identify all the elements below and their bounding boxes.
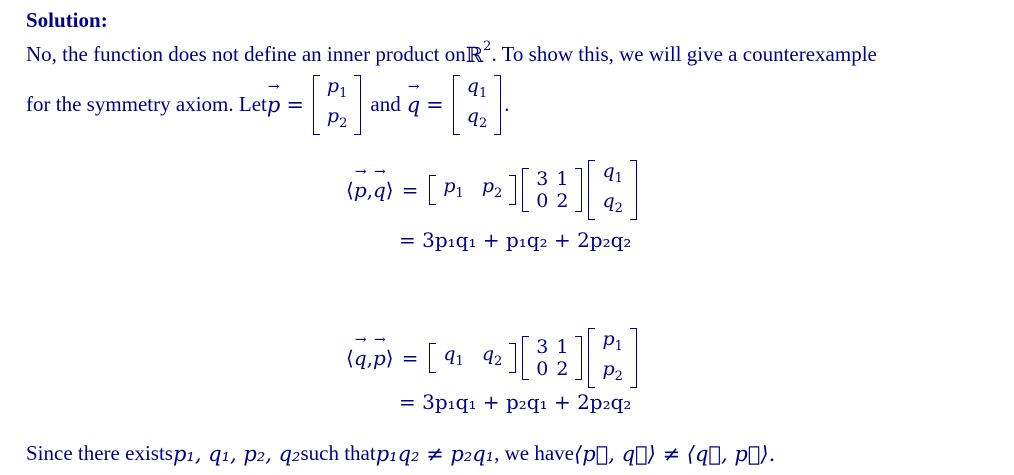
conclusion-final: ⟨p⃗, q⃗⟩ ≠ ⟨q⃗, p⃗⟩. (574, 441, 776, 466)
and-word: and (370, 92, 401, 117)
intro-text-1: No, the function does not define an inner product on (26, 42, 466, 66)
equals-sign: = (426, 92, 444, 117)
solution-heading: Solution: (26, 8, 108, 32)
intro-line-1 (26, 39, 877, 67)
column-vector-p: $p_1$ $p_2$ (588, 328, 636, 388)
matrix-A-2: 3 1 0 2 (522, 336, 582, 380)
column-vector-q: $q_1$ $q_2$ (588, 160, 636, 220)
conclusion-vars: p₁, q₁, p₂, q₂ (172, 441, 301, 466)
conclusion-text-2: such that (300, 441, 376, 465)
dimension-superscript: 2 (483, 39, 492, 54)
intro-line-2 (26, 75, 509, 135)
row-vector-p: $p_1$ $p_2$ (429, 175, 516, 205)
expansion-pq: = 3p₁q₁ + p₁q₂ + 2p₂q₂ (399, 228, 632, 252)
matrix-A: 3 1 0 2 (522, 168, 582, 212)
intro-text-2: for the symmetry axiom. Let (26, 92, 267, 117)
conclusion-text-3: , we have (494, 441, 574, 465)
p-column-vector: $p_1$ $p_2$ (313, 75, 361, 135)
inner-product-qp: ⟨ → q , → p ⟩ = $q_1$ $q_2$ 3 1 0 2 $p_1$ $p_2$ (346, 328, 640, 388)
equals-sign: = (286, 92, 304, 117)
vector-p: → p (267, 93, 280, 117)
intro-text-1-rest: . To show this, we will give a counterexample (491, 42, 877, 66)
q-column-vector: $q_1$ $q_2$ (453, 75, 501, 135)
vector-q: → q (407, 93, 420, 117)
row-vector-q: $q_1$ $q_2$ (429, 343, 516, 373)
inner-product-pq: ⟨ → p , → q ⟩ = $p_1$ $p_2$ 3 1 0 2 $q_1$ $q_2$ (346, 160, 640, 220)
expansion-qp: = 3p₁q₁ + p₂q₁ + 2p₂q₂ (399, 390, 632, 414)
period: . (504, 92, 510, 117)
real-numbers-symbol: ℝ (465, 42, 484, 67)
conclusion-inequality: p₁q₂ ≠ p₂q₁ (375, 441, 495, 466)
conclusion-text-1: Since there exists (26, 441, 173, 465)
conclusion-line (26, 441, 775, 466)
